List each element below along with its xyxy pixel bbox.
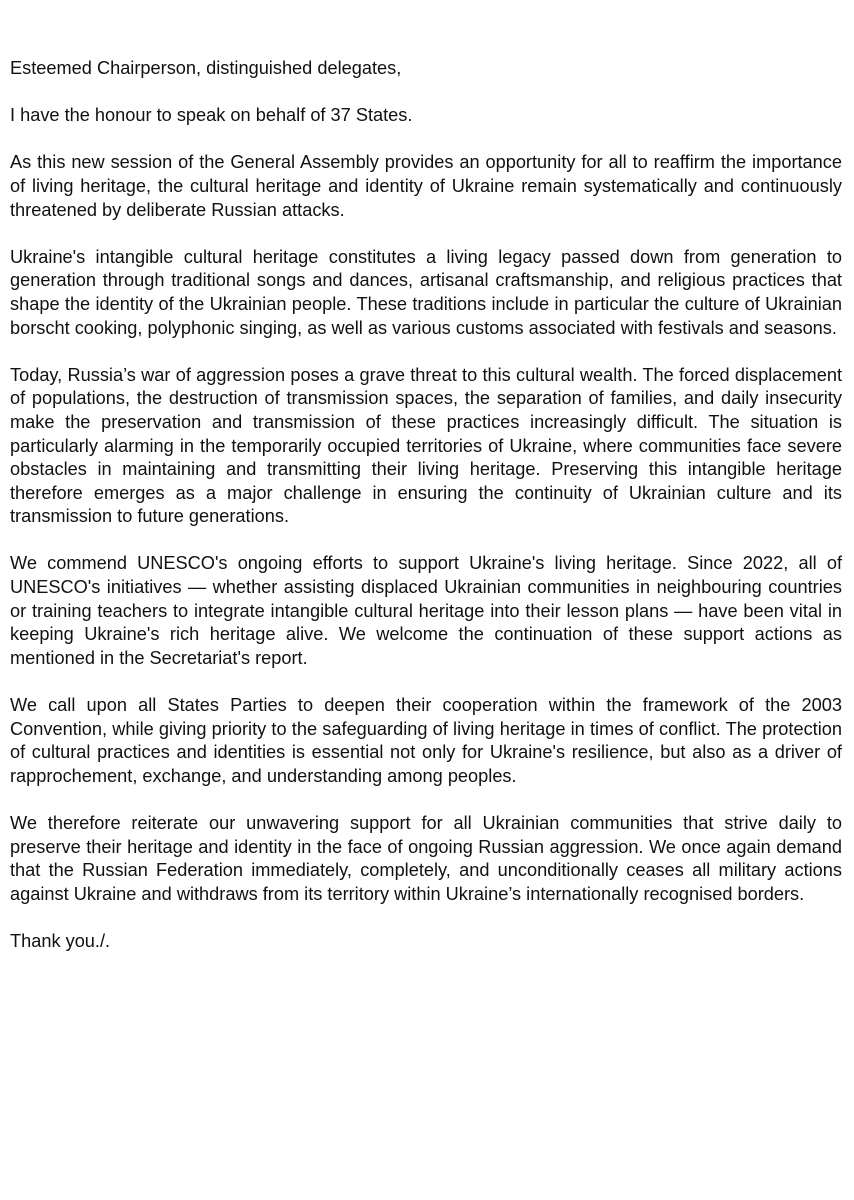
paragraph-intangible-heritage: Ukraine's intangible cultural heritage constitutes a living legacy passed down from generation to generation through traditional songs and dances, artisanal craftsmanship, and religious practices that shape the identity of the Ukrainian people. These traditions include in particular the culture of Ukrainian borscht cooking, polyphonic singing, as well as various customs associated with festivals and seasons.	[10, 246, 842, 338]
paragraph-war-of-aggression: Today, Russia’s war of aggression poses a grave threat to this cultural wealth. The forced displacement of populations, the destruction of transmission spaces, the separation of families, and daily insecurity make the preservation and transmission of these practices increasingly difficult. The situation is particularly alarming in the temporarily occupied territories of Ukraine, where communities face severe obstacles in maintaining and transmitting their living heritage. Preserving this intangible heritage therefore emerges as a major challenge in ensuring the continuity of Ukrainian culture and its transmission to future generations.	[10, 364, 842, 527]
paragraph-unesco-efforts: We commend UNESCO's ongoing efforts to support Ukraine's living heritage. Since 2022, all of UNESCO's initiatives — whether assisting displaced Ukrainian communities in neighbouring countries or training teachers to integrate intangible cultural heritage into their lesson plans — have been vital in keeping Ukraine's rich heritage alive. We welcome the continuation of these support actions as mentioned in the Secretariat's report.	[10, 553, 842, 668]
paragraph-reiterate-support: We therefore reiterate our unwavering support for all Ukrainian communities that strive daily to preserve their heritage and identity in the face of ongoing Russian aggression. We once again demand that the Russian Federation immediately, completely, and unconditionally ceases all military actions against Ukraine and withdraws from its territory within Ukraine’s internationally recognised borders.	[10, 813, 842, 904]
statement-document	[10, 57, 842, 977]
closing: Thank you./.	[10, 930, 111, 951]
paragraph-general-assembly: As this new session of the General Assembly provides an opportunity for all to reaffirm the importance of living heritage, the cultural heritage and identity of Ukraine remain systematically and continuously threatened by deliberate Russian attacks.	[10, 152, 842, 220]
paragraph-speaking-on-behalf: I have the honour to speak on behalf of 37 States.	[10, 105, 413, 126]
paragraph-call-upon-states: We call upon all States Parties to deepen their cooperation within the framework of the 2003 Convention, while giving priority to the safeguarding of living heritage in times of conflict. The protection of cultural practices and identities is essential not only for Ukraine's resilience, but also as a driver of rapprochement, exchange, and understanding among peoples.	[10, 695, 842, 786]
salutation: Esteemed Chairperson, distinguished delegates,	[10, 58, 402, 78]
